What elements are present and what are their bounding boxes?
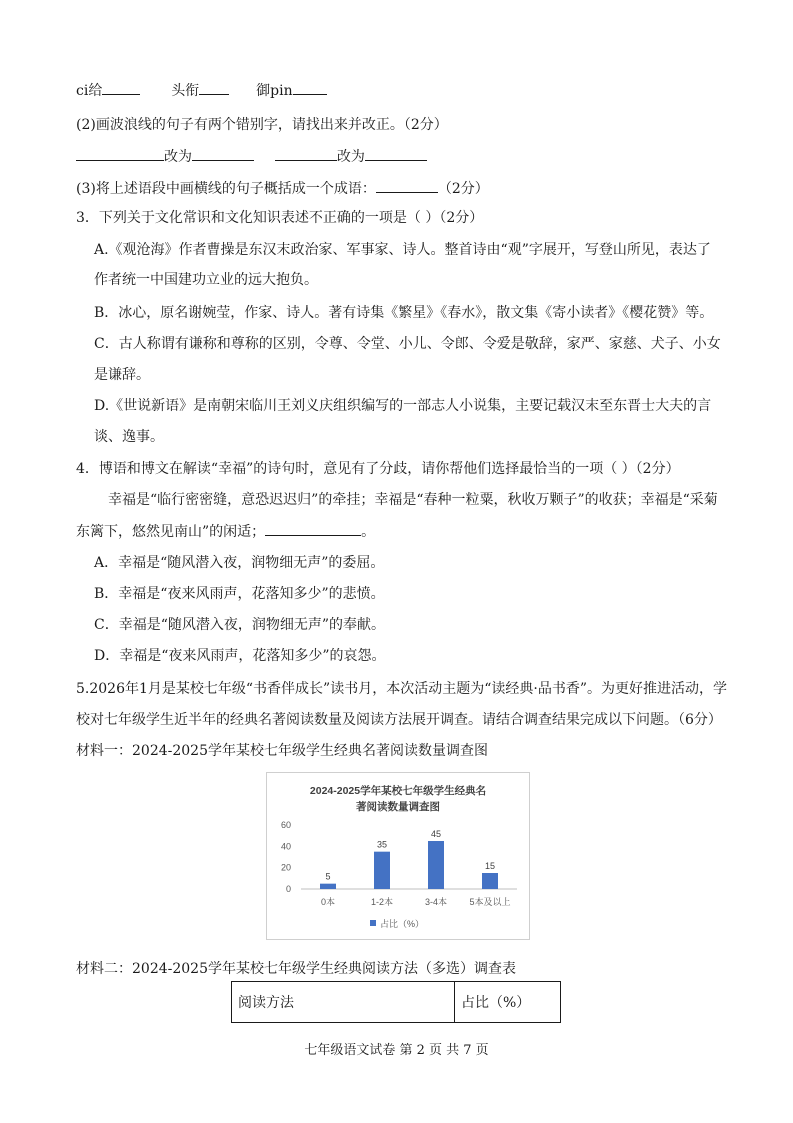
question-5-stem-line-2: 校对七年级学生近半年的经典名著阅读数量及阅读方法展开调查。请结合调查结果完成以下问题。（6分） (76, 712, 722, 728)
change-label: 改为 (336, 149, 365, 165)
bar-data-label: 15 (484, 861, 496, 871)
correction-line (76, 146, 427, 167)
chart-title-line-1: 2024-2025学年某校七年级学生经典名 (309, 785, 487, 797)
question-4-option-d: D．幸福是“夜来风雨声，花落知多少”的哀怨。 (94, 648, 386, 664)
question-4-passage-line-2 (76, 521, 375, 542)
question-3-stem: 3．下列关于文化常识和文化知识表述不正确的一项是（ ）（2分） (76, 210, 484, 226)
x-tick-label: 5本及以上 (469, 897, 511, 907)
chart-bar (482, 873, 498, 889)
x-tick-label: 1-2本 (370, 897, 394, 907)
y-tick-label: 20 (280, 862, 291, 873)
sub-question-3 (76, 178, 489, 199)
fill-item-3: 御pin (256, 83, 293, 99)
table-header-row (232, 982, 561, 1023)
chart-bar (428, 841, 444, 889)
passage-end: 。 (361, 524, 376, 540)
answer-blank[interactable] (365, 146, 427, 161)
chart-bar (320, 884, 336, 889)
answer-blank[interactable] (76, 146, 164, 161)
bar-data-label: 35 (376, 839, 388, 850)
chart-bar (374, 852, 390, 889)
answer-blank[interactable] (265, 521, 361, 536)
answer-blank[interactable] (102, 80, 140, 95)
legend-label: 占比（%） (380, 919, 425, 929)
option-d-line-2: 谈、逸事。 (94, 429, 164, 445)
option-d-line-1: D.《世说新语》是南朝宋临川王刘义庆组织编写的一部志人小说集，主要记载汉末至东晋士大夫的言 (94, 398, 712, 414)
chart-plot-area (281, 820, 517, 907)
option-c-line-2: 是谦辞。 (94, 367, 150, 383)
table-header-method: 阅读方法 (232, 982, 455, 1023)
fill-item-2: 头衔 (171, 83, 200, 99)
bar-data-label: 45 (430, 829, 442, 839)
fill-item-1: ci给 (76, 83, 103, 99)
y-tick-label: 60 (280, 820, 291, 830)
passage-text: 东篱下，悠然见南山”的闲适； (76, 524, 266, 540)
option-b: B．冰心，原名谢婉莹，作家、诗人。著有诗集《繁星》《春水》，散文集《寄小读者》《樱花赞》等。 (94, 305, 714, 321)
chart-svg (267, 773, 529, 939)
y-tick-label: 40 (280, 841, 291, 852)
x-tick-label: 3-4本 (424, 897, 448, 907)
chart-title-line-2: 著阅读数量调查图 (356, 801, 440, 813)
bar-data-label: 5 (325, 871, 331, 882)
option-a-line-2: 作者统一中国建功立业的远大抱负。 (94, 272, 318, 288)
answer-blank[interactable] (293, 80, 327, 95)
option-a-line-1: A.《观沧海》作者曹操是东汉末政治家、军事家、诗人。整首诗由“观”字展开，写登山所见，表达了 (94, 242, 711, 258)
question-4-stem: 4．博语和博文在解读“幸福”的诗句时，意见有了分歧，请你帮他们选择最恰当的一项（ ）（2分） (76, 461, 680, 477)
question-4-option-c: C．幸福是“随风潜入夜，润物细无声”的奉献。 (94, 617, 386, 633)
score-label: （2分） (437, 181, 489, 197)
answer-blank[interactable] (376, 178, 438, 193)
change-label: 改为 (164, 149, 192, 165)
reading-count-chart (266, 772, 530, 940)
question-5-stem-line-1: 5.2026年1月是某校七年级“书香伴成长”读书月，本次活动主题为“读经典·品书香”。为更好推进活动，学 (76, 681, 727, 697)
y-tick-label: 0 (285, 884, 291, 894)
legend-swatch (370, 920, 376, 926)
sub-question-3-text: (3)将上述语段中画横线的句子概括成一个成语： (76, 181, 376, 197)
question-4-option-b: B．幸福是“夜来风雨声，花落知多少”的悲愤。 (94, 586, 385, 602)
option-c-line-1: C．古人称谓有谦称和尊称的区别，令尊、令堂、小儿、令郎、令爱是敬辞，家严、家慈、犬子、小女 (94, 336, 721, 352)
material-2-title: 材料二：2024-2025学年某校七年级学生经典阅读方法（多选）调查表 (76, 961, 516, 977)
x-tick-label: 0本 (320, 897, 336, 907)
reading-method-table (231, 981, 561, 1023)
question-4-option-a: A．幸福是“随风潜入夜，润物细无声”的委屈。 (94, 555, 385, 571)
question-4-passage-line-1: 幸福是“临行密密缝，意恐迟迟归”的牵挂；幸福是“春种一粒粟，秋收万颗子”的收获；幸福是“采菊 (108, 492, 718, 508)
pinyin-fill-line (76, 80, 327, 101)
answer-blank[interactable] (192, 146, 254, 161)
material-1-title: 材料一：2024-2025学年某校七年级学生经典名著阅读数量调查图 (76, 743, 488, 759)
table-header-percent: 占比（%） (455, 982, 561, 1023)
page-footer: 七年级语文试卷 第 2 页 共 7 页 (304, 1043, 489, 1058)
answer-blank[interactable] (199, 80, 229, 95)
sub-question-2: (2)画波浪线的句子有两个错别字，请找出来并改正。（2分） (76, 117, 448, 133)
chart-legend (370, 918, 424, 929)
answer-blank[interactable] (275, 146, 337, 161)
